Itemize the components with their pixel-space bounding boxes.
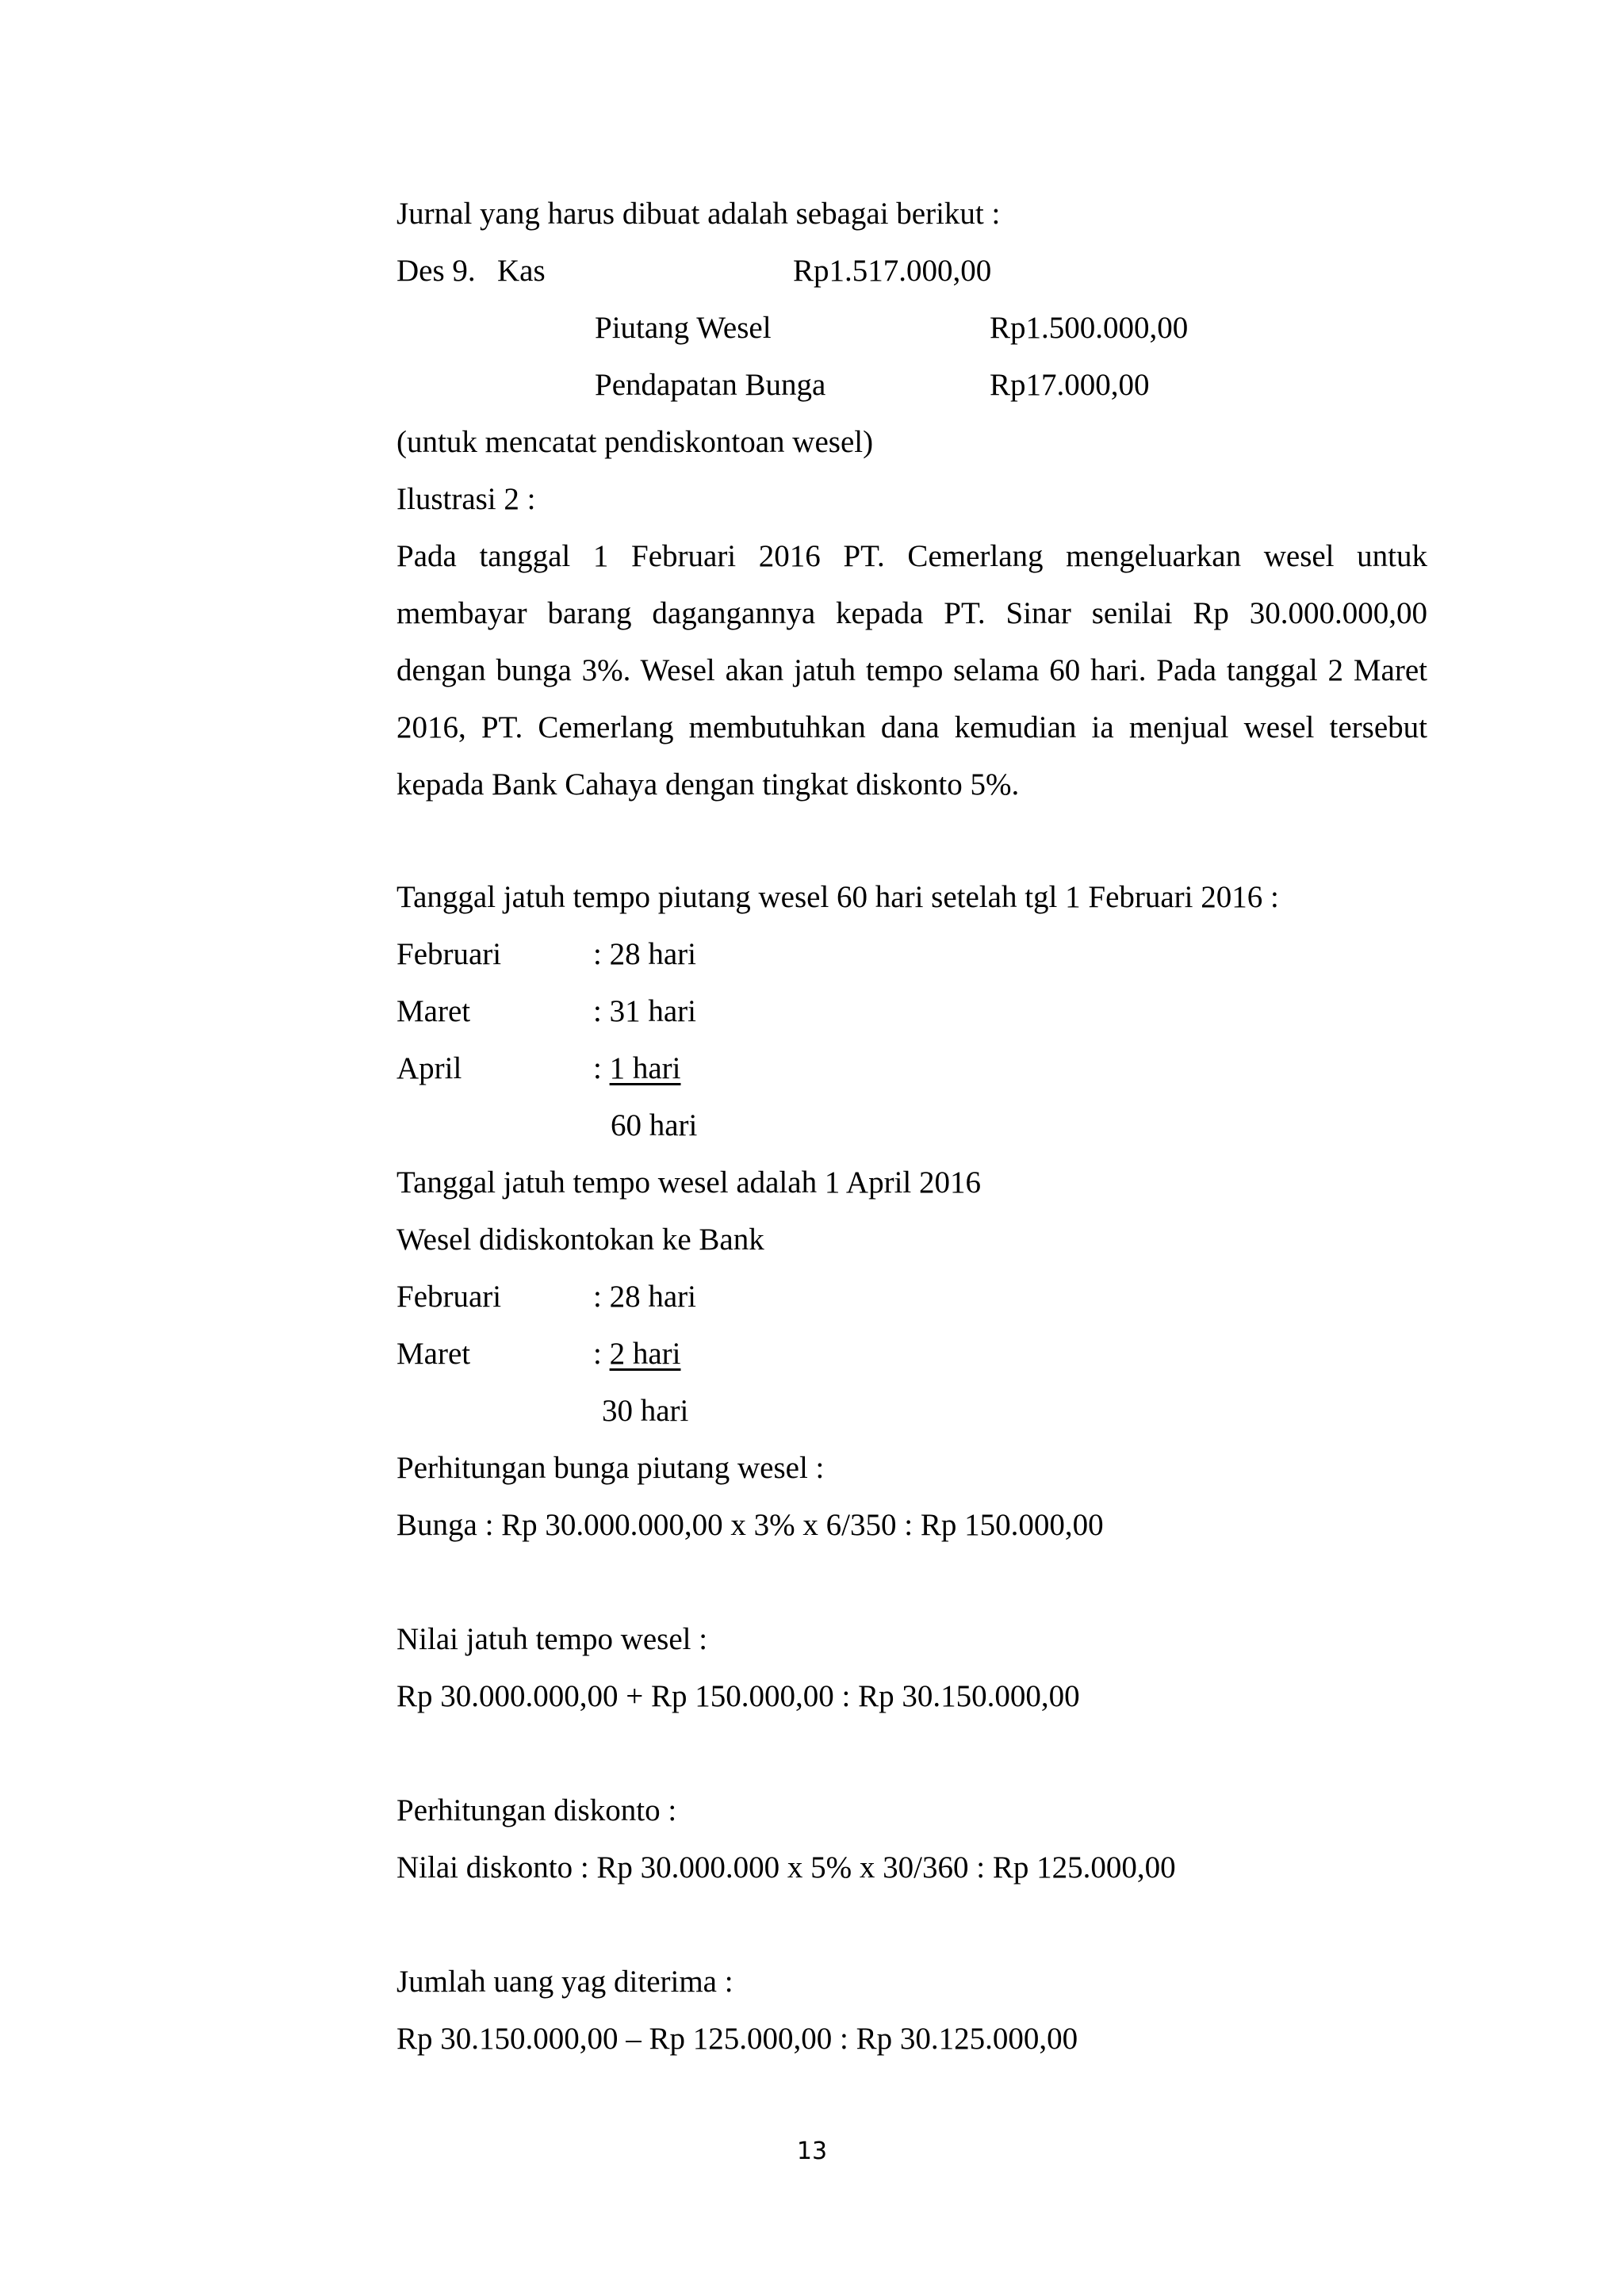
maturity-heading: Tanggal jatuh tempo piutang wesel 60 hari setelah tgl 1 Februari 2016 : — [396, 880, 1279, 914]
received-formula: Rp 30.150.000,00 – Rp 125.000,00 : Rp 30.125.000,00 — [396, 2022, 1078, 2056]
illustration-paragraph — [396, 528, 1427, 813]
maturity-month-mar: Maret — [396, 994, 471, 1028]
received-heading: Jumlah uang yag diterima : — [396, 1965, 733, 1999]
discounted-days-mar — [593, 1338, 680, 1369]
maturity-days-apr — [593, 1053, 680, 1084]
discounted-days-feb: : 28 hari — [593, 1280, 696, 1314]
interest-heading: Perhitungan bunga piutang wesel : — [396, 1451, 825, 1485]
underlined-days: 2 hari — [609, 1337, 681, 1371]
interest-formula: Bunga : Rp 30.000.000,00 x 3% x 6/350 : Rp 150.000,00 — [396, 1508, 1104, 1542]
paragraph-line: kepada Bank Cahaya dengan tingkat diskonto 5%. — [396, 767, 1020, 802]
maturity-month-apr: April — [396, 1051, 462, 1085]
discount-heading: Perhitungan diskonto : — [396, 1793, 677, 1827]
journal-debit-amount: Rp1.517.000,00 — [793, 254, 992, 288]
colon-text: : — [593, 1337, 610, 1371]
journal-note: (untuk mencatat pendiskontoan wesel) — [396, 425, 874, 459]
illustration-title: Ilustrasi 2 : — [396, 482, 536, 516]
journal-debit-account: Kas — [497, 254, 546, 288]
discount-formula: Nilai diskonto : Rp 30.000.000 x 5% x 30/360 : Rp 125.000,00 — [396, 1850, 1176, 1885]
maturity-days-mar: : 31 hari — [593, 994, 696, 1028]
page-number: 13 — [796, 2137, 828, 2165]
journal-credit2-account: Pendapatan Bunga — [595, 368, 826, 402]
journal-credit2-amount: Rp17.000,00 — [990, 368, 1150, 402]
journal-credit1-account: Piutang Wesel — [595, 311, 772, 345]
discounted-month-mar: Maret — [396, 1337, 471, 1371]
paragraph-line: membayar barang dagangannya kepada PT. Sinar senilai Rp 30.000.000,00 — [396, 596, 1427, 630]
discounted-heading: Wesel didiskontokan ke Bank — [396, 1223, 764, 1257]
underlined-days: 1 hari — [609, 1051, 681, 1085]
discounted-total: 30 hari — [602, 1394, 689, 1428]
maturity-value-formula: Rp 30.000.000,00 + Rp 150.000,00 : Rp 30.150.000,00 — [396, 1679, 1080, 1713]
maturity-value-heading: Nilai jatuh tempo wesel : — [396, 1622, 708, 1656]
discounted-month-feb: Februari — [396, 1280, 502, 1314]
colon-text: : — [593, 1051, 610, 1085]
paragraph-line: 2016, PT. Cemerlang membutuhkan dana kemudian ia menjual wesel tersebut — [396, 710, 1427, 744]
maturity-result: Tanggal jatuh tempo wesel adalah 1 April 2016 — [396, 1165, 982, 1200]
paragraph-line: dengan bunga 3%. Wesel akan jatuh tempo selama 60 hari. Pada tanggal 2 Maret — [396, 653, 1427, 687]
maturity-total: 60 hari — [611, 1108, 698, 1142]
journal-date: Des 9. — [396, 254, 476, 288]
journal-credit1-amount: Rp1.500.000,00 — [990, 311, 1189, 345]
journal-intro: Jurnal yang harus dibuat adalah sebagai berikut : — [396, 197, 1001, 231]
paragraph-line: Pada tanggal 1 Februari 2016 PT. Cemerlang mengeluarkan wesel untuk — [396, 539, 1427, 573]
maturity-days-feb: : 28 hari — [593, 937, 696, 971]
maturity-month-feb: Februari — [396, 937, 502, 971]
